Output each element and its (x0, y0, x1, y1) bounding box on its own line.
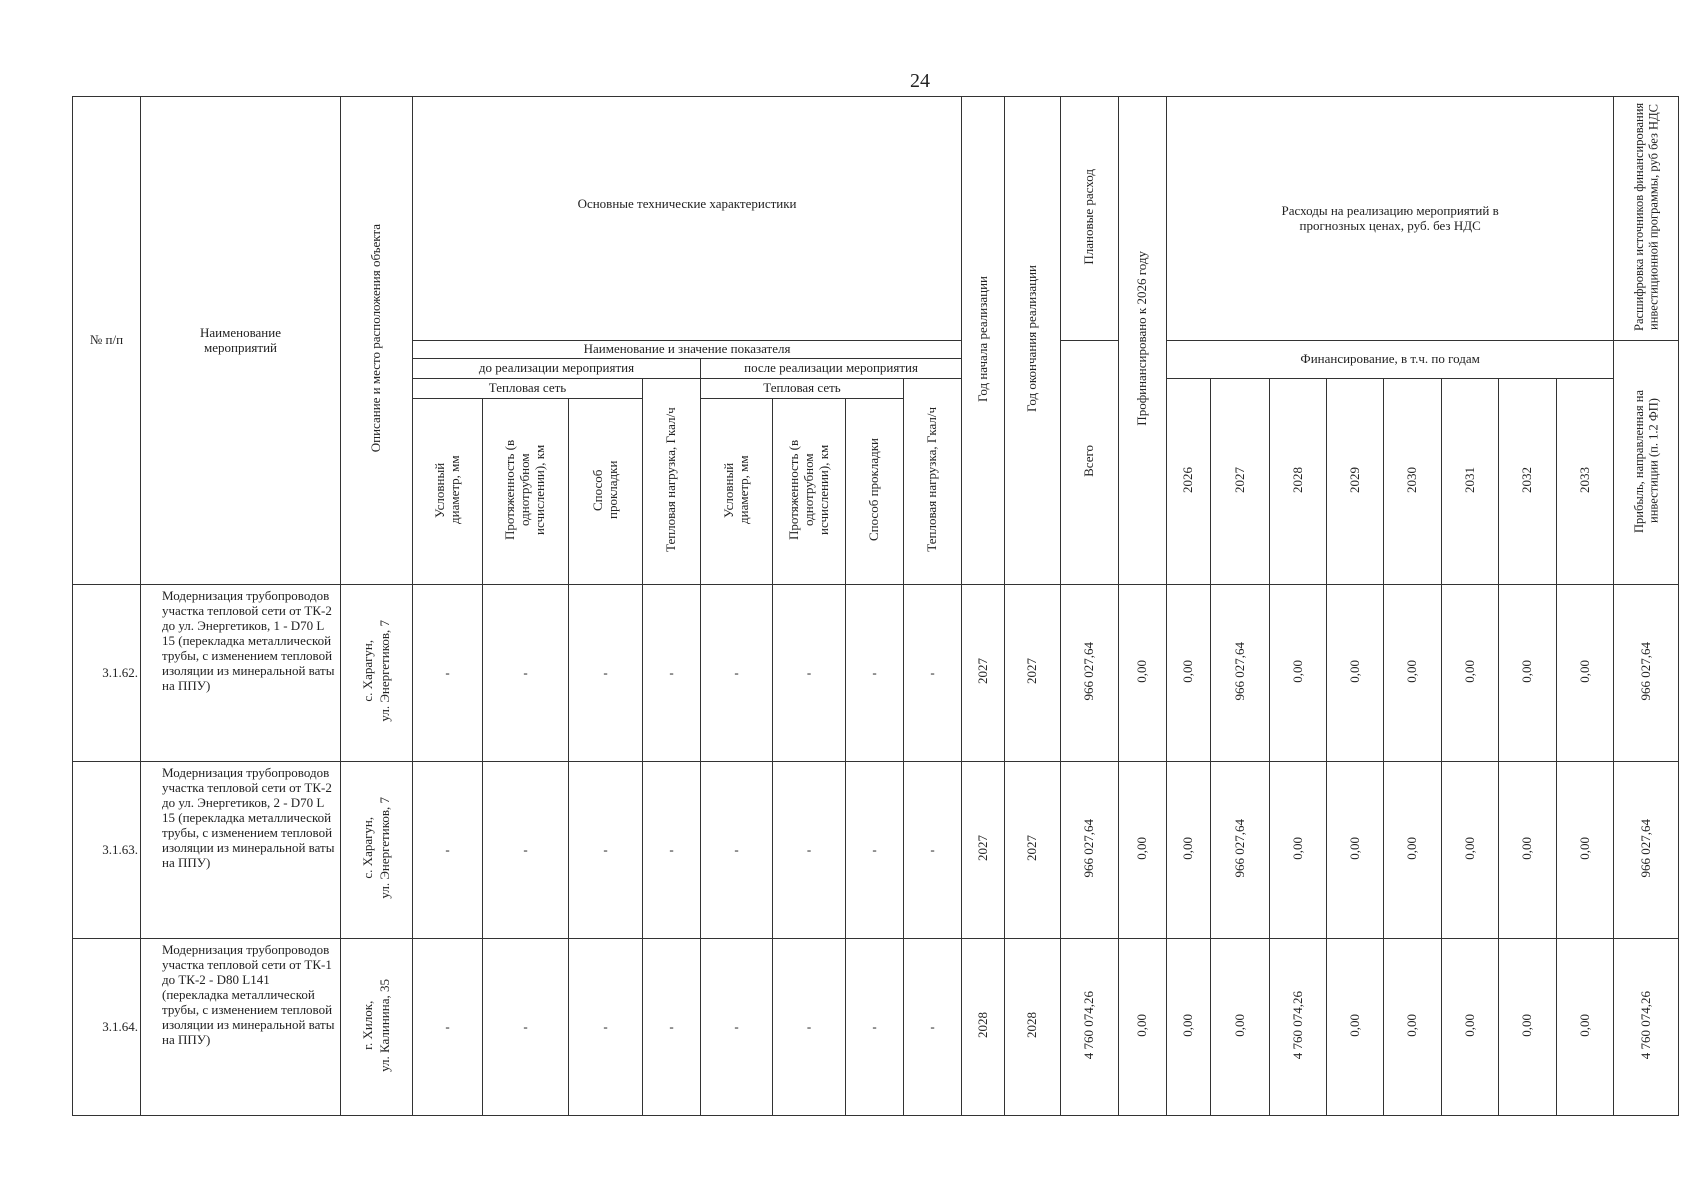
cell-2030: 0,00 (1384, 939, 1442, 1116)
cell-total: 966 027,64 (1061, 762, 1119, 939)
cell-2026: 0,00 (1167, 939, 1211, 1116)
cell-2032: 0,00 (1499, 585, 1557, 762)
cell-year-end: 2027 (1005, 585, 1061, 762)
cell-year-start: 2027 (962, 585, 1005, 762)
header-expenses: Расходы на реализацию мероприятий в прогнозных ценах, руб. без НДС (1167, 97, 1614, 341)
cell-diam-before: - (413, 762, 483, 939)
header-diam-after: Условный диаметр, мм (701, 399, 773, 585)
header-tech-sub: Наименование и значение показателя (413, 341, 962, 359)
cell-length-after: - (773, 585, 846, 762)
cell-load-before: - (643, 585, 701, 762)
row-name: Модернизация трубопроводов участка тепловой сети от ТК-2 до ул. Энергетиков, 2 - D70 L 15 (перекладка металлической трубы, с изменением тепловой изоляции из минеральной ваты на ППУ) (141, 762, 341, 939)
cell-prefinanced: 0,00 (1119, 762, 1167, 939)
header-total: Всего (1061, 341, 1119, 585)
row-location: с. Харагун, ул. Энергетиков, 7 (341, 762, 413, 939)
header-location: Описание и место расположения объекта (341, 97, 413, 585)
cell-load-after: - (904, 585, 962, 762)
header-row-1 (73, 97, 1679, 341)
row-name: Модернизация трубопроводов участка тепловой сети от ТК-1 до ТК-2 - D80 L141 (перекладка металлической трубы, с изменением тепловой изоляции из минеральной ваты на ППУ) (141, 939, 341, 1116)
header-num: № п/п (73, 97, 141, 585)
cell-2027: 0,00 (1211, 939, 1270, 1116)
cell-method-after: - (846, 762, 904, 939)
cell-load-before: - (643, 762, 701, 939)
header-length-after: Протяженность (в однотрубном исчислении), км (773, 399, 846, 585)
header-year-2033: 2033 (1557, 379, 1614, 585)
cell-length-before: - (483, 762, 569, 939)
cell-profit: 4 760 074,26 (1614, 939, 1679, 1116)
table-row (73, 939, 1679, 1116)
header-diam-before: Условный диаметр, мм (413, 399, 483, 585)
row-num: 3.1.62. (73, 585, 141, 762)
header-planned: Плановые расход (1061, 97, 1119, 341)
header-before: до реализации мероприятия (413, 359, 701, 379)
cell-year-start: 2027 (962, 762, 1005, 939)
cell-length-before: - (483, 585, 569, 762)
header-year-start: Год начала реализации (962, 97, 1005, 585)
cell-diam-after: - (701, 939, 773, 1116)
cell-2027: 966 027,64 (1211, 762, 1270, 939)
cell-2032: 0,00 (1499, 939, 1557, 1116)
cell-year-end: 2027 (1005, 762, 1061, 939)
cell-2028: 0,00 (1270, 585, 1327, 762)
header-year-2029: 2029 (1327, 379, 1384, 585)
header-year-2027: 2027 (1211, 379, 1270, 585)
row-num: 3.1.63. (73, 762, 141, 939)
header-method-before: Способ прокладки (569, 399, 643, 585)
cell-diam-after: - (701, 585, 773, 762)
cell-profit: 966 027,64 (1614, 585, 1679, 762)
cell-year-start: 2028 (962, 939, 1005, 1116)
cell-length-before: - (483, 939, 569, 1116)
cell-year-end: 2028 (1005, 939, 1061, 1116)
header-year-2030: 2030 (1384, 379, 1442, 585)
header-method-after: Способ прокладки (846, 399, 904, 585)
header-year-2028: 2028 (1270, 379, 1327, 585)
header-after: после реализации мероприятия (701, 359, 962, 379)
cell-2033: 0,00 (1557, 762, 1614, 939)
cell-diam-before: - (413, 939, 483, 1116)
header-tech-main: Основные технические характеристики (413, 97, 962, 341)
cell-2032: 0,00 (1499, 762, 1557, 939)
cell-diam-after: - (701, 762, 773, 939)
cell-2027: 966 027,64 (1211, 585, 1270, 762)
cell-2029: 0,00 (1327, 939, 1384, 1116)
page-number: 24 (910, 70, 930, 92)
row-name: Модернизация трубопроводов участка тепловой сети от ТК-2 до ул. Энергетиков, 1 - D70 L 15 (перекладка металлической трубы, с изменением тепловой изоляции из минеральной ваты на ППУ) (141, 585, 341, 762)
header-year-end: Год окончания реализации (1005, 97, 1061, 585)
header-year-2026: 2026 (1167, 379, 1211, 585)
cell-2031: 0,00 (1442, 762, 1499, 939)
cell-method-before: - (569, 939, 643, 1116)
cell-2033: 0,00 (1557, 939, 1614, 1116)
cell-total: 4 760 074,26 (1061, 939, 1119, 1116)
cell-2031: 0,00 (1442, 939, 1499, 1116)
row-location: г. Хилок, ул. Калинина, 35 (341, 939, 413, 1116)
cell-method-before: - (569, 585, 643, 762)
cell-prefinanced: 0,00 (1119, 939, 1167, 1116)
cell-prefinanced: 0,00 (1119, 585, 1167, 762)
cell-2029: 0,00 (1327, 762, 1384, 939)
cell-2026: 0,00 (1167, 762, 1211, 939)
investment-table (72, 96, 1679, 1116)
cell-method-before: - (569, 762, 643, 939)
cell-2030: 0,00 (1384, 762, 1442, 939)
header-length-before: Протяженность (в однотрубном исчислении), км (483, 399, 569, 585)
cell-load-after: - (904, 762, 962, 939)
header-prefinanced: Профинансировано к 2026 году (1119, 97, 1167, 585)
cell-2030: 0,00 (1384, 585, 1442, 762)
cell-2026: 0,00 (1167, 585, 1211, 762)
cell-2028: 0,00 (1270, 762, 1327, 939)
header-name: Наименование мероприятий (141, 97, 341, 585)
header-sources: Расшифровка источников финансирования инвестиционной программы, руб без НДС (1614, 97, 1679, 341)
header-year-2032: 2032 (1499, 379, 1557, 585)
cell-2033: 0,00 (1557, 585, 1614, 762)
cell-2028: 4 760 074,26 (1270, 939, 1327, 1116)
header-network-after: Тепловая сеть (701, 379, 904, 399)
header-profit: Прибыль, направленная на инвестиции (п. 1.2 ФП) (1614, 341, 1679, 585)
cell-method-after: - (846, 585, 904, 762)
cell-total: 966 027,64 (1061, 585, 1119, 762)
table-row (73, 762, 1679, 939)
cell-method-after: - (846, 939, 904, 1116)
header-year-2031: 2031 (1442, 379, 1499, 585)
header-network-before: Тепловая сеть (413, 379, 643, 399)
header-load-before: Тепловая нагрузка, Гкал/ч (643, 379, 701, 585)
cell-length-after: - (773, 762, 846, 939)
header-load-after: Тепловая нагрузка, Гкал/ч (904, 379, 962, 585)
row-location: с. Харагун, ул. Энергетиков, 7 (341, 585, 413, 762)
cell-2029: 0,00 (1327, 585, 1384, 762)
cell-length-after: - (773, 939, 846, 1116)
header-financing: Финансирование, в т.ч. по годам (1167, 341, 1614, 379)
cell-profit: 966 027,64 (1614, 762, 1679, 939)
cell-diam-before: - (413, 585, 483, 762)
cell-load-after: - (904, 939, 962, 1116)
cell-load-before: - (643, 939, 701, 1116)
table-row (73, 585, 1679, 762)
row-num: 3.1.64. (73, 939, 141, 1116)
cell-2031: 0,00 (1442, 585, 1499, 762)
